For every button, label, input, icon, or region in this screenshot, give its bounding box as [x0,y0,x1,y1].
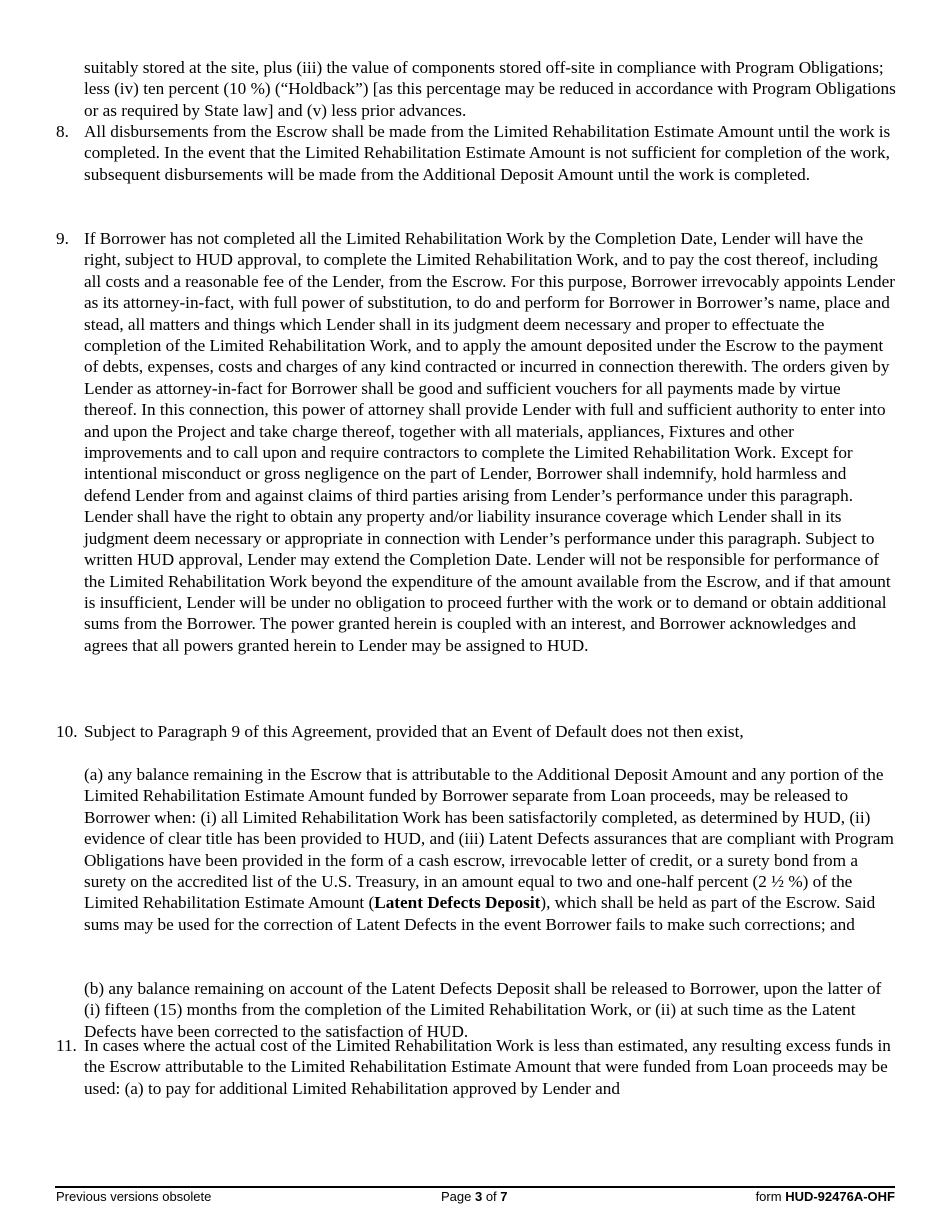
item-10a-text-start: (a) any balance remaining in the Escrow that is attributable to the Additional Deposit Amount and any portion of the Limited Rehabilitation Estimate Amount funded by Borrower separate from Loan proceeds, may be released to Borrower when: (i) all Limited Rehabilitation Work has been satisfactorily completed, as determined by HUD, (ii) evidence of clear title has been provided to HUD, and (iii) Latent Defects assurances that are compliant with Program Obligations have been provided in the form of a cash escrow, irrevocable letter of credit, or a surety bond from a surety on the accredited list of the U.S. Treasury, in an amount equal to two and one-half percent (2 ½ %) of the Limited Rehabilitation Estimate Amount ( [84,765,894,913]
item-8-number: 8. [56,122,69,141]
item-9-paragraph: If Borrower has not completed all the Limited Rehabilitation Work by the Completion Date, Lender will have the right, subject to HUD approval, to complete the Limited Rehabilitation Work, and to pay the cost thereof, including all costs and a reasonable fee of the Lender, from the Escrow. For this purpose, Borrower irrevocably appoints Lender as its attorney-in-fact, with full power of substitution, to do and perform for Borrower in Borrower’s name, place and stead, all matters and things which Lender shall in its judgment deem necessary and proper to effectuate the completion of the Limited Rehabilitation Work, and to apply the amount deposited under the Escrow to the payment of debts, expenses, costs and charges of any kind contracted or incurred in connection therewith. The orders given by Lender as attorney-in-fact for Borrower shall be good and sufficient vouchers for all payments made by virtue thereof. In this connection, this power of attorney shall provide Lender with full and sufficient authority to enter into and upon the Project and take charge thereof, together with all materials, appliances, Fixtures and other improvements and to call upon and require contractors to complete the Limited Rehabilitation Work. Except for intentional misconduct or gross negligence on the part of Lender, Borrower shall indemnify, hold harmless and defend Lender from and against claims of third parties arising from Lender’s performance under this paragraph. Lender shall have the right to obtain any property and/or liability insurance coverage which Lender shall in its judgment deem necessary or appropriate in connection with Lender’s performance under this paragraph. Subject to written HUD approval, Lender may extend the Completion Date. Lender will not be responsible for performance of the Limited Rehabilitation Work beyond the expenditure of the amount available from the Escrow, and if that amount is insufficient, Lender will be under no obligation to proceed further with the work or to demand or obtain additional sums from the Borrower. The power granted herein is coupled with an interest, and Borrower acknowledges and agrees that all powers granted herein to Lender may be assigned to HUD. [84,229,895,655]
page-total: 7 [500,1189,508,1204]
item-11-number: 11. [56,1036,77,1055]
item-10-paragraph: Subject to Paragraph 9 of this Agreement, provided that an Event of Default does not then exist, [84,722,744,741]
item-9-number: 9. [56,229,69,248]
item-10a-bold-term: Latent Defects Deposit [374,893,541,913]
footer-divider [55,1186,895,1188]
item-10a-text-end: ), which shall be held as part of the Escrow. Said sums may be used for the correction of Latent Defects in the event Borrower fails to make such corrections; and [84,893,876,934]
item-10-number: 10. [56,722,78,741]
item-10-subparagraph-a [84,764,896,935]
footer-left-note: Previous versions obsolete [56,1189,212,1204]
form-prefix: form [755,1189,786,1204]
form-number: HUD-92476A-OHF [785,1189,895,1204]
page-prefix: Page [441,1189,475,1204]
page-of: of [482,1189,501,1204]
item-10-subparagraph-b: (b) any balance remaining on account of the Latent Defects Deposit shall be released to Borrower, upon the latter of (i) fifteen (15) months from the completion of the Limited Rehabilitation Work, or (ii) at such time as the Latent Defects have been corrected to the satisfaction of HUD. [84,979,882,1041]
intro-paragraph: suitably stored at the site, plus (iii) the value of components stored off-site in compliance with Program Obligations; less (iv) ten percent (10 %) (“Holdback”) [as this percentage may be reduced in accordance with Program Obligations or as required by State law] and (v) less prior advances. [84,58,896,120]
footer-form-number [756,1189,895,1205]
page-current: 3 [474,1189,483,1204]
item-11-paragraph: In cases where the actual cost of the Limited Rehabilitation Work is less than estimated, any resulting excess funds in the Escrow attributable to the Limited Rehabilitation Estimate Amount that were funded from Loan proceeds may be used: (a) to pay for additional Limited Rehabilitation approved by Lender and [84,1036,891,1098]
footer-page-number [441,1189,508,1205]
item-8-paragraph: All disbursements from the Escrow shall be made from the Limited Rehabilitation Estimate Amount until the work is completed. In the event that the Limited Rehabilitation Estimate Amount is not sufficient for completion of the work, subsequent disbursements will be made from the Additional Deposit Amount until the work is completed. [84,122,891,184]
